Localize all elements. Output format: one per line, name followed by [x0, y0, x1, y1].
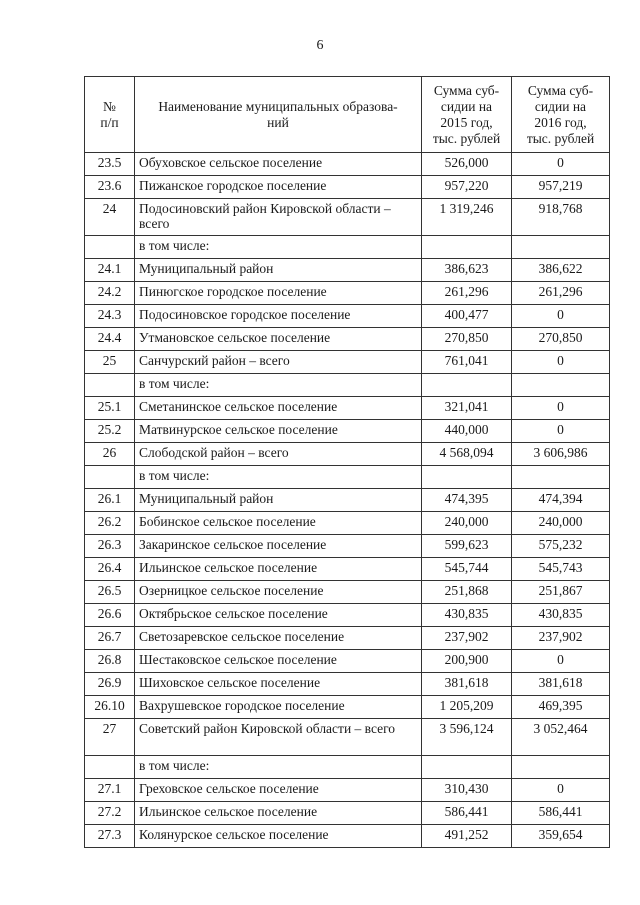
row-sum-2016: 240,000: [512, 512, 610, 535]
row-sum-2015: 321,041: [422, 397, 512, 420]
table-row: [85, 696, 610, 719]
row-sum-2016: 469,395: [512, 696, 610, 719]
row-number: 25.2: [85, 420, 135, 443]
row-sum-2016: 575,232: [512, 535, 610, 558]
row-number: 26.1: [85, 489, 135, 512]
row-name: Слободской район – всего: [135, 443, 422, 466]
row-name: Шиховское сельское поселение: [135, 673, 422, 696]
row-number: 26.4: [85, 558, 135, 581]
table-row: [85, 489, 610, 512]
header-sum-2016: Сумма суб- сидии на 2016 год, тыс. рублей: [512, 77, 610, 153]
table-row: [85, 558, 610, 581]
row-name: Озерницкое сельское поселение: [135, 581, 422, 604]
row-sum-2016: 545,743: [512, 558, 610, 581]
row-name: Муниципальный район: [135, 489, 422, 512]
row-name: Подосиновское городское поселение: [135, 305, 422, 328]
table-row: [85, 627, 610, 650]
row-sum-2016: 270,850: [512, 328, 610, 351]
row-number: 26: [85, 443, 135, 466]
table-row: [85, 153, 610, 176]
row-name: Муниципальный район: [135, 259, 422, 282]
row-sum-2015: [422, 374, 512, 397]
table-row: [85, 512, 610, 535]
row-name: в том числе:: [135, 236, 422, 259]
table-row: [85, 351, 610, 374]
row-sum-2015: 310,430: [422, 779, 512, 802]
row-sum-2015: 400,477: [422, 305, 512, 328]
table-row: [85, 466, 610, 489]
row-number: 26.5: [85, 581, 135, 604]
page-number: 6: [316, 38, 324, 53]
row-number: [85, 756, 135, 779]
row-name: Закаринское сельское поселение: [135, 535, 422, 558]
table-row: [85, 397, 610, 420]
row-sum-2016: [512, 756, 610, 779]
table-row: [85, 305, 610, 328]
row-sum-2015: 430,835: [422, 604, 512, 627]
table-row: [85, 282, 610, 305]
row-number: 23.5: [85, 153, 135, 176]
row-number: 26.3: [85, 535, 135, 558]
row-number: 27: [85, 719, 135, 756]
row-number: 26.6: [85, 604, 135, 627]
row-sum-2015: 251,868: [422, 581, 512, 604]
row-sum-2016: 0: [512, 420, 610, 443]
row-sum-2015: 261,296: [422, 282, 512, 305]
row-number: 26.10: [85, 696, 135, 719]
row-sum-2016: [512, 374, 610, 397]
row-sum-2015: 474,395: [422, 489, 512, 512]
row-name: Светозаревское сельское поселение: [135, 627, 422, 650]
row-sum-2015: [422, 236, 512, 259]
row-name: Октябрьское сельское поселение: [135, 604, 422, 627]
row-sum-2016: 261,296: [512, 282, 610, 305]
table-row: [85, 443, 610, 466]
row-number: 27.3: [85, 825, 135, 848]
row-name: Бобинское сельское поселение: [135, 512, 422, 535]
row-number: 24.3: [85, 305, 135, 328]
row-name: Греховское сельское поселение: [135, 779, 422, 802]
row-sum-2015: 240,000: [422, 512, 512, 535]
table-row: [85, 802, 610, 825]
row-name: Вахрушевское городское поселение: [135, 696, 422, 719]
row-sum-2016: 0: [512, 153, 610, 176]
row-sum-2016: 0: [512, 351, 610, 374]
table-row: [85, 420, 610, 443]
row-number: 26.8: [85, 650, 135, 673]
table-row: [85, 673, 610, 696]
row-name: Матвинурское сельское поселение: [135, 420, 422, 443]
row-sum-2016: [512, 466, 610, 489]
row-sum-2015: 237,902: [422, 627, 512, 650]
table-header-row: [85, 77, 610, 153]
row-name: Шестаковское сельское поселение: [135, 650, 422, 673]
row-number: 23.6: [85, 176, 135, 199]
row-sum-2015: 761,041: [422, 351, 512, 374]
row-name: Пижанское городское поселение: [135, 176, 422, 199]
table-row: [85, 756, 610, 779]
row-sum-2015: 599,623: [422, 535, 512, 558]
row-sum-2015: 386,623: [422, 259, 512, 282]
row-sum-2016: 251,867: [512, 581, 610, 604]
table-body: [85, 153, 610, 848]
row-number: 24.2: [85, 282, 135, 305]
row-sum-2015: 491,252: [422, 825, 512, 848]
row-number: 25.1: [85, 397, 135, 420]
row-sum-2015: 4 568,094: [422, 443, 512, 466]
header-number: № п/п: [85, 77, 135, 153]
row-name: Пинюгское городское поселение: [135, 282, 422, 305]
row-sum-2015: 440,000: [422, 420, 512, 443]
row-name: Обуховское сельское поселение: [135, 153, 422, 176]
table-row: [85, 328, 610, 351]
row-name: в том числе:: [135, 466, 422, 489]
row-sum-2016: 381,618: [512, 673, 610, 696]
row-name: Подосиновский район Кировской области – всего: [135, 199, 422, 236]
row-name: Колянурское сельское поселение: [135, 825, 422, 848]
row-sum-2015: 270,850: [422, 328, 512, 351]
row-sum-2016: 586,441: [512, 802, 610, 825]
row-number: 24: [85, 199, 135, 236]
row-name: в том числе:: [135, 374, 422, 397]
table-row: [85, 535, 610, 558]
table-row: [85, 374, 610, 397]
subsidy-table: [84, 76, 610, 848]
row-sum-2015: 545,744: [422, 558, 512, 581]
table-row: [85, 779, 610, 802]
row-sum-2015: [422, 466, 512, 489]
table-row: [85, 719, 610, 756]
row-number: 26.7: [85, 627, 135, 650]
row-number: 26.2: [85, 512, 135, 535]
row-name: Санчурский район – всего: [135, 351, 422, 374]
row-sum-2016: [512, 236, 610, 259]
row-sum-2015: 200,900: [422, 650, 512, 673]
row-name: Ильинское сельское поселение: [135, 558, 422, 581]
table-row: [85, 259, 610, 282]
row-name: Утмановское сельское поселение: [135, 328, 422, 351]
row-number: 24.4: [85, 328, 135, 351]
row-sum-2016: 0: [512, 305, 610, 328]
row-number: 27.1: [85, 779, 135, 802]
row-number: [85, 466, 135, 489]
row-sum-2015: 381,618: [422, 673, 512, 696]
row-sum-2015: 3 596,124: [422, 719, 512, 756]
row-name: в том числе:: [135, 756, 422, 779]
table-row: [85, 650, 610, 673]
table-row: [85, 199, 610, 236]
row-name: Ильинское сельское поселение: [135, 802, 422, 825]
row-sum-2015: 586,441: [422, 802, 512, 825]
row-sum-2015: [422, 756, 512, 779]
row-sum-2016: 430,835: [512, 604, 610, 627]
row-sum-2016: 0: [512, 397, 610, 420]
row-sum-2016: 386,622: [512, 259, 610, 282]
row-number: 24.1: [85, 259, 135, 282]
row-number: 27.2: [85, 802, 135, 825]
row-number: [85, 236, 135, 259]
row-number: [85, 374, 135, 397]
table-row: [85, 236, 610, 259]
row-sum-2016: 359,654: [512, 825, 610, 848]
row-sum-2016: 918,768: [512, 199, 610, 236]
row-number: 25: [85, 351, 135, 374]
row-name: Сметанинское сельское поселение: [135, 397, 422, 420]
table-row: [85, 825, 610, 848]
row-sum-2016: 0: [512, 779, 610, 802]
row-sum-2016: 0: [512, 650, 610, 673]
row-sum-2016: 3 052,464: [512, 719, 610, 756]
row-sum-2016: 237,902: [512, 627, 610, 650]
row-sum-2016: 474,394: [512, 489, 610, 512]
table-row: [85, 604, 610, 627]
header-sum-2015: Сумма суб- сидии на 2015 год, тыс. рублей: [422, 77, 512, 153]
row-sum-2016: 3 606,986: [512, 443, 610, 466]
header-name: Наименование муниципальных образова- ний: [135, 77, 422, 153]
row-sum-2015: 1 319,246: [422, 199, 512, 236]
row-sum-2015: 526,000: [422, 153, 512, 176]
row-name: Советский район Кировской области – всего: [135, 719, 422, 756]
table-row: [85, 176, 610, 199]
row-sum-2016: 957,219: [512, 176, 610, 199]
row-number: 26.9: [85, 673, 135, 696]
table-row: [85, 581, 610, 604]
row-sum-2015: 1 205,209: [422, 696, 512, 719]
row-sum-2015: 957,220: [422, 176, 512, 199]
